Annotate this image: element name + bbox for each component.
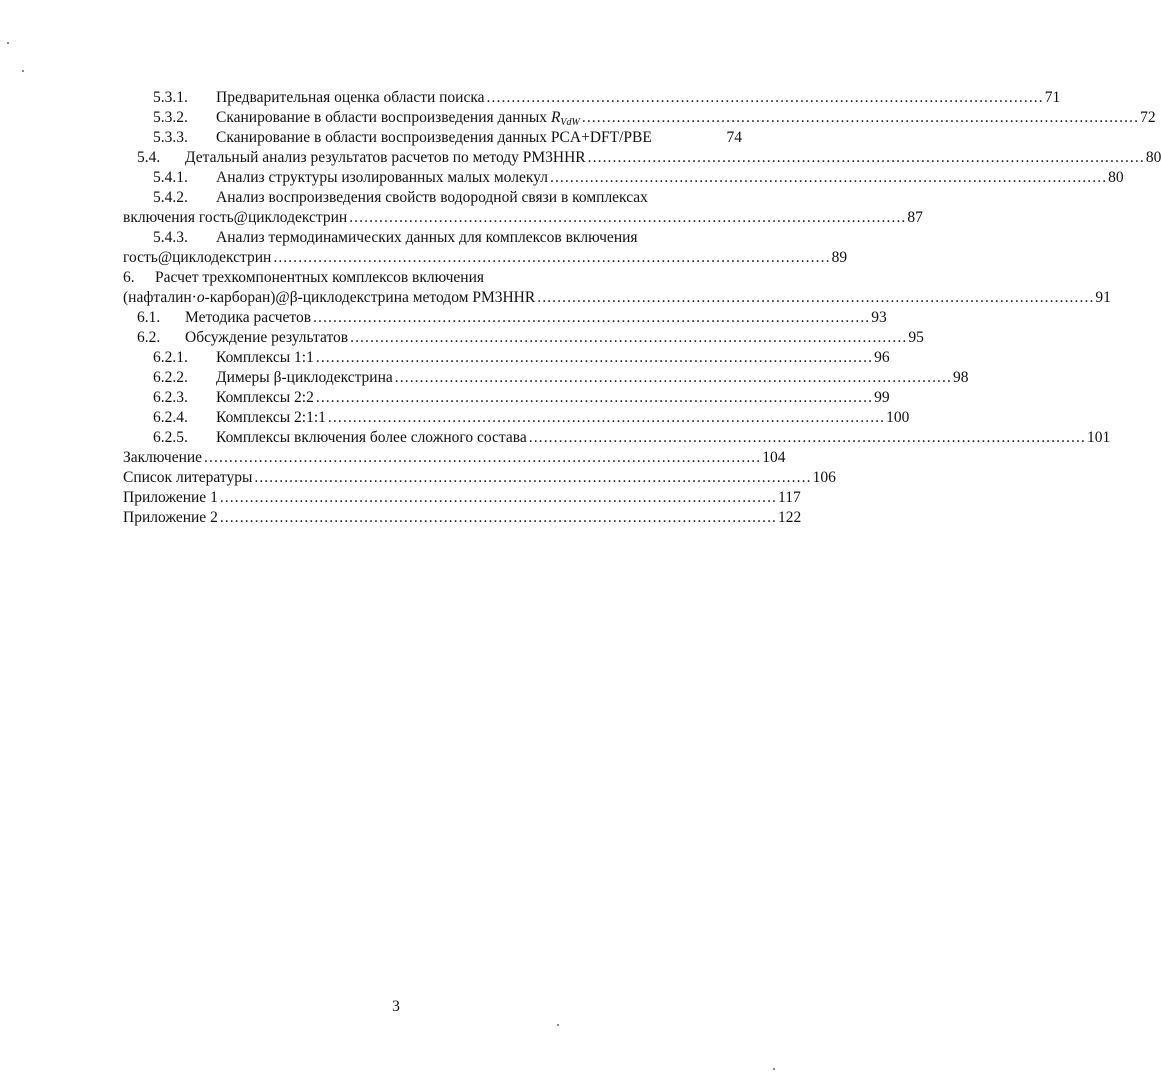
toc-entry: [123, 488, 801, 508]
dot-leader: [654, 128, 726, 148]
toc-entry-page: 98: [952, 369, 969, 386]
toc-entry-title: Сканирование в области воспроизведения данных $R_{VdW}$: [216, 109, 580, 128]
toc-entry-page: 101: [1086, 429, 1111, 446]
toc-entry-number: 5.4.: [137, 149, 161, 166]
toc-entry-number: 6.: [123, 269, 135, 286]
toc-entry-page: 80: [1108, 169, 1124, 186]
toc-entry-page: 91: [1095, 289, 1111, 306]
dot-leader: ................................................................................................................: [315, 349, 874, 366]
toc-entry-page: 89: [831, 249, 848, 266]
toc-entry: [123, 88, 1061, 108]
dot-leader: ................................................................................................................: [313, 309, 871, 326]
toc-entry-number: 6.2.2.: [153, 369, 188, 386]
scan-speck: [7, 42, 9, 44]
dot-leader: ................................................................................................................: [219, 509, 778, 526]
toc-entry-title: Обсуждение результатов: [185, 329, 349, 346]
toc-entry-title: Список литературы: [123, 469, 253, 486]
toc-entry-page: 106: [812, 469, 836, 486]
dot-leader: ................................................................................................................: [204, 449, 762, 466]
dot-leader: ................................................................................................................: [273, 249, 831, 266]
toc-entry-title: Комплексы 1:1: [216, 349, 314, 366]
toc-entry: [123, 428, 1111, 448]
toc-entry-number: 5.4.1.: [153, 169, 188, 186]
dot-leader: ................................................................................................................: [528, 429, 1086, 446]
toc-entry: [123, 368, 969, 388]
dot-leader: ................................................................................................................: [486, 89, 1044, 106]
dot-leader: ................................................................................................................: [394, 369, 952, 386]
toc-entry-number: 5.3.2.: [153, 109, 188, 126]
toc-entry: [123, 188, 742, 208]
toc-entry-number: 5.3.3.: [153, 129, 188, 146]
toc-entry-title: (нафталин·o-карборан)@β-циклодекстрина методом PM3HHR: [123, 289, 536, 306]
toc-entry-title: Предварительная оценка области поиска: [216, 89, 485, 106]
toc-entry-title: Анализ термодинамических данных для комплексов включения: [216, 229, 638, 246]
toc-entry-number: 6.1.: [137, 309, 161, 326]
toc-entry: [123, 408, 910, 428]
toc-entry-title: Методика расчетов: [185, 309, 312, 326]
dot-leader: ................................................................................................................: [587, 149, 1145, 166]
table-of-contents: [123, 88, 1161, 528]
dot-leader: ................................................................................................................: [327, 409, 886, 426]
toc-entry-title: Комплексы включения более сложного состава: [216, 429, 527, 446]
toc-entry-title: Сканирование в области воспроизведения данных PCA+DFT/PBE: [216, 129, 652, 146]
toc-entry-page: 117: [778, 489, 801, 506]
scan-speck: [22, 70, 24, 72]
toc-entry-number: 6.2.3.: [153, 389, 188, 406]
toc-entry-continuation: [123, 208, 923, 228]
toc-entry-page: 95: [908, 329, 924, 346]
toc-entry: [123, 148, 1161, 168]
toc-entry-page: 104: [762, 449, 786, 466]
toc-entry-number: 6.2.5.: [153, 429, 188, 446]
math-variable: R: [550, 109, 561, 126]
toc-entry: [123, 348, 890, 368]
dot-leader: ................................................................................................................: [349, 209, 907, 226]
toc-entry-title: Приложение 2: [123, 509, 218, 526]
toc-entry: [123, 388, 890, 408]
dot-leader: ................................................................................................................: [581, 109, 1140, 126]
toc-entry: [123, 268, 742, 288]
dot-leader: ................................................................................................................: [219, 489, 778, 506]
toc-entry-title: гость@циклодекстрин: [123, 249, 272, 266]
math-subscript: VdW: [560, 117, 580, 128]
dot-leader: ................................................................................................................: [537, 289, 1095, 306]
toc-entry-page: 80: [1145, 149, 1161, 166]
dot-leader: ................................................................................................................: [350, 329, 908, 346]
toc-entry-number: 6.2.: [137, 329, 161, 346]
toc-entry-title: Анализ воспроизведения свойств водородной связи в комплексах: [216, 189, 648, 206]
toc-entry-number: 5.4.3.: [153, 229, 188, 246]
toc-entry-page: 72: [1140, 109, 1156, 126]
toc-entry: [123, 128, 742, 148]
dot-leader: ................................................................................................................: [315, 389, 874, 406]
scan-speck: [773, 1068, 775, 1070]
toc-entry-title: Комплексы 2:1:1: [216, 409, 326, 426]
toc-entry-title: Заключение: [123, 449, 203, 466]
toc-entry-continuation: [123, 288, 1111, 308]
toc-entry: [123, 468, 836, 488]
toc-entry-continuation: [123, 248, 848, 268]
toc-entry-number: 5.4.2.: [153, 189, 188, 206]
toc-entry: [123, 228, 742, 248]
toc-entry: [123, 168, 1124, 188]
toc-entry: [123, 508, 802, 528]
toc-entry: [123, 108, 1156, 128]
toc-entry-title: Димеры β-циклодекстрина: [216, 369, 393, 386]
toc-entry-number: 6.2.4.: [153, 409, 188, 426]
toc-entry-page: 100: [886, 409, 910, 426]
toc-entry-title: включения гость@циклодекстрин: [123, 209, 348, 226]
toc-entry-page: 99: [874, 389, 890, 406]
toc-entry-number: 5.3.1.: [153, 89, 188, 106]
toc-entry-page: 71: [1044, 89, 1061, 106]
toc-entry-page: 87: [907, 209, 923, 226]
toc-entry-title: Расчет трехкомпонентных комплексов включения: [155, 269, 485, 286]
dot-leader: ................................................................................................................: [549, 169, 1108, 186]
toc-entry: [123, 308, 887, 328]
toc-entry-title: Приложение 1: [123, 489, 218, 506]
toc-entry-number: 6.2.1.: [153, 349, 188, 366]
toc-entry-page: 122: [778, 509, 802, 526]
scan-speck: [557, 1024, 559, 1026]
dot-leader: ................................................................................................................: [254, 469, 812, 486]
toc-entry-title: Детальный анализ результатов расчетов по методу PM3HHR: [185, 149, 586, 166]
toc-entry: [123, 328, 924, 348]
toc-entry: [123, 448, 786, 468]
toc-entry-page: 96: [874, 349, 890, 366]
page-number: 3: [392, 998, 400, 1015]
toc-entry-page: 74: [726, 129, 742, 146]
toc-entry-title: Анализ структуры изолированных малых молекул: [216, 169, 548, 186]
toc-entry-page: 93: [871, 309, 887, 326]
toc-entry-title: Комплексы 2:2: [216, 389, 314, 406]
